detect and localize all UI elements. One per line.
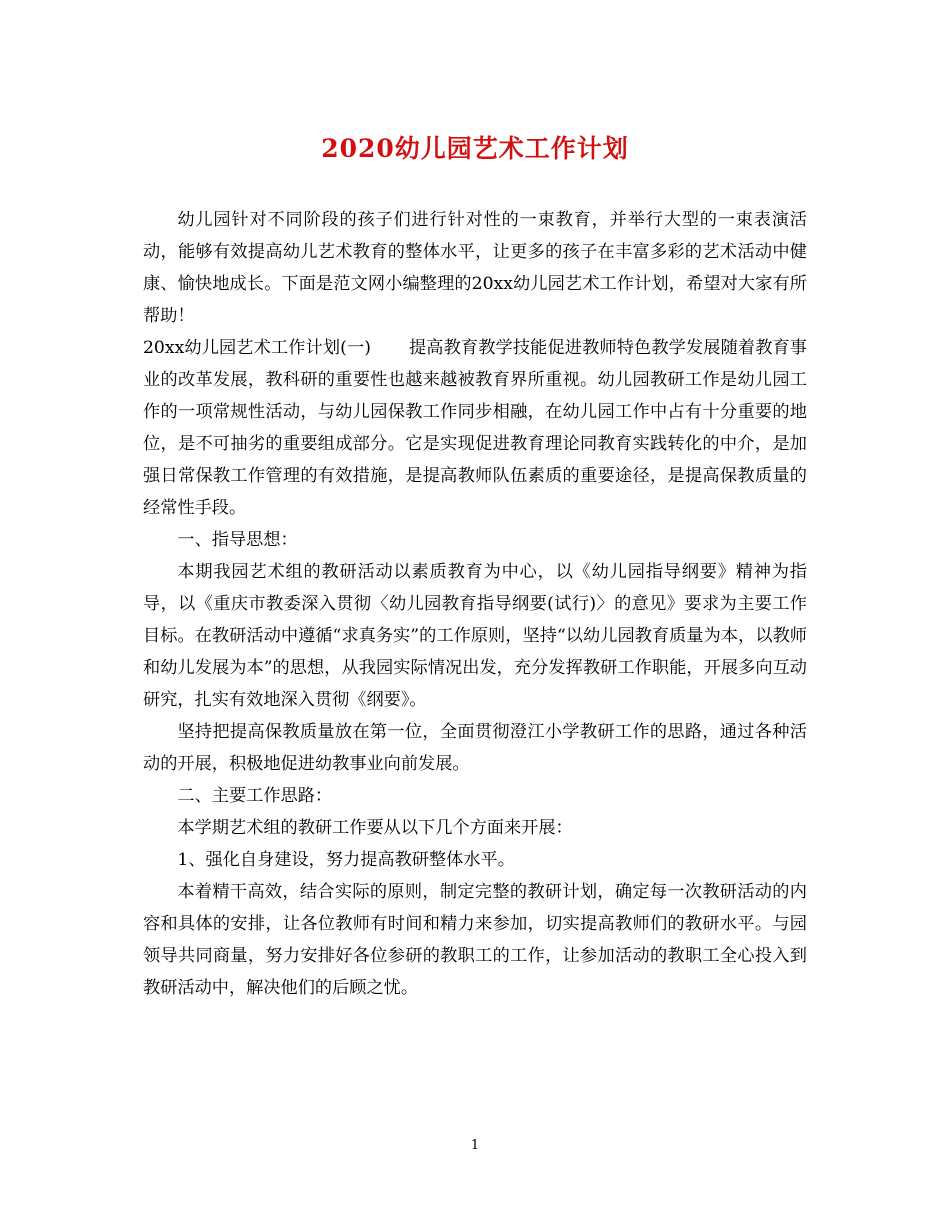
intro-paragraph: 幼儿园针对不同阶段的孩子们进行针对性的一束教育，并举行大型的一束表演活动，能够有效提高幼儿艺术教育的整体水平，让更多的孩子在丰富多彩的艺术活动中健康、愉快地成长。下面是范文网小编整理的20xx幼儿园艺术工作计划，希望对大家有所帮助！ bbox=[143, 210, 807, 326]
section2-paragraph-1: 本学期艺术组的教研工作要从以下几个方面来开展： bbox=[177, 818, 573, 838]
section1-paragraph-1: 本期我园艺术组的教研活动以素质教育为中心，以《幼儿园指导纲要》精神为指导，以《重庆市教委深入贯彻〈幼儿园教育指导纲要(试行)〉的意见》要求为主要工作目标。在教研活动中遵循“求真务实”的工作原则，坚持“以幼儿园教育质量为本，以教师和幼儿发展为本”的思想，从我园实际情况出发，充分发挥教研工作职能，开展多向互动研究，扎实有效地深入贯彻《纲要》。 bbox=[143, 562, 807, 710]
section1-heading: 一、指导思想： bbox=[177, 530, 298, 550]
document-title: 2020幼儿园艺术工作计划 bbox=[321, 134, 629, 163]
section1-paragraph-2: 坚持把提高保教质量放在第一位，全面贯彻澄江小学教研工作的思路，通过各种活动的开展，积极地促进幼教事业向前发展。 bbox=[143, 722, 807, 774]
section2-heading: 二、主要工作思路： bbox=[177, 786, 333, 806]
plan-text: 提高教育教学技能促进教师特色教学发展随着教育事业的改革发展，教科研的重要性也越来越被教育界所重视。幼儿园教研工作是幼儿园工作的一项常规性活动，与幼儿园保教工作同步相融，在幼儿园工作中占有十分重要的地位，是不可抽劣的重要组成部分。它是实现促进教育理论同教育实践转化的中介，是加强日常保教工作管理的有效措施，是提高教师队伍素质的重要途径，是提高保教质量的经常性手段。 bbox=[143, 338, 807, 518]
item1-heading: 1、强化自身建设，努力提高教研整体水平。 bbox=[177, 850, 515, 870]
plan-paragraph bbox=[143, 332, 807, 524]
page-number: 1 bbox=[470, 1138, 480, 1153]
plan-heading: 20xx幼儿园艺术工作计划(一) bbox=[143, 338, 372, 358]
document-body bbox=[143, 204, 807, 1004]
item1-paragraph: 本着精干高效，结合实际的原则，制定完整的教研计划，确定每一次教研活动的内容和具体的安排，让各位教师有时间和精力来参加，切实提高教师们的教研水平。与园领导共同商量，努力安排好各位参研的教职工的工作，让参加活动的教职工全心投入到教研活动中，解决他们的后顾之忧。 bbox=[143, 882, 807, 998]
